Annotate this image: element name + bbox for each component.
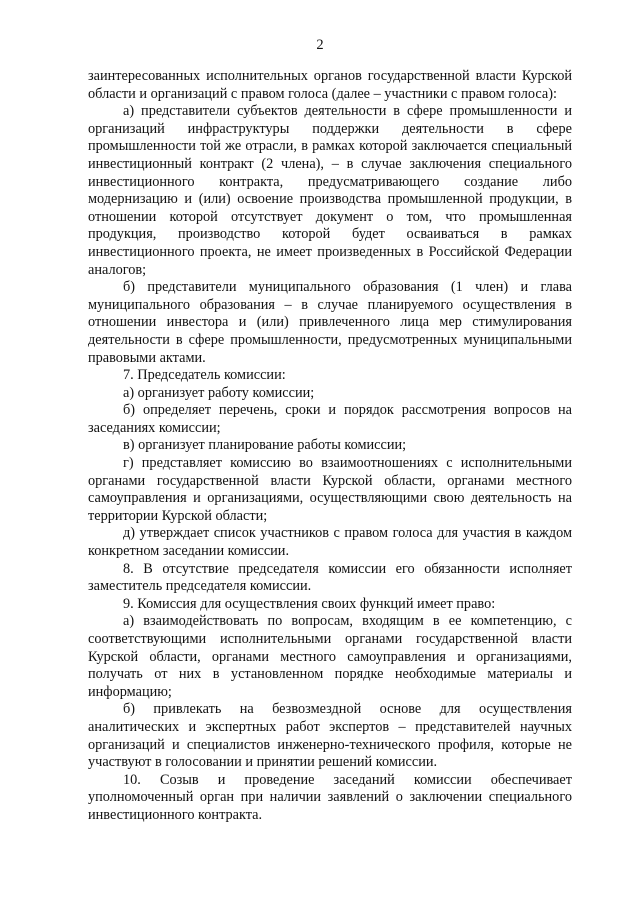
paragraph-7-chairman-heading: 7. Председатель комиссии: [123, 367, 286, 384]
paragraph-9b: б) привлекать на безвозмездной основе для осуществления аналитических и экспертных работ экспертов – представителей научных организаций и специалистов инженерно-технического профиля, которые не участвуют в голосовании и принятии решений комиссии. [88, 701, 572, 771]
paragraph-9-commission-rights-heading: 9. Комиссия для осуществления своих функций имеет право: [123, 595, 496, 612]
paragraph-10-convening: 10. Созыв и проведение заседаний комиссии обеспечивает уполномоченный орган при наличии заявлений о заключении специального инвестиционного контракта. [88, 771, 572, 823]
document-body [88, 68, 572, 825]
paragraph-8-deputy: 8. В отсутствие председателя комиссии его обязанности исполняет заместитель председателя комиссии. [88, 560, 572, 595]
paragraph-7d: г) представляет комиссию во взаимоотношениях с исполнительными органами государственной власти Курской области, органами местного самоуправления и организациями, осуществляющими свою деятельность на территории Курской области; [88, 455, 572, 524]
paragraph-6a-industry-representatives: а) представители субъектов деятельности в сфере промышленности и организаций инфраструктуры поддержки деятельности в сфере промышленности той же отрасли, в рамках которой заключается специальный инвестиционный контракт (2 члена), – в случае заключения специального инвестиционного контракта, предусматривающего создание либо модернизацию и (или) освоение производства промышленной продукции, в отношении которой отсутствует документ о том, что промышленная продукция, производство которой будет осваиваться в рамках инвестиционного проекта, не имеет произведенных в Российской Федерации аналогов; [88, 103, 572, 278]
page-number: 2 [316, 37, 324, 53]
paragraph-7b: б) определяет перечень, сроки и порядок рассмотрения вопросов на заседаниях комиссии; [88, 402, 572, 436]
paragraph-6b-municipal-representatives: б) представители муниципального образования (1 член) и глава муниципального образования – в случае планируемого осуществления в отношении инвестора и (или) привлеченного лица мер стимулирования деятельности в сфере промышленности, предусмотренных муниципальными правовыми актами. [88, 279, 572, 366]
paragraph-7e: д) утверждает список участников с правом голоса для участия в каждом конкретном заседании комиссии. [88, 525, 572, 560]
paragraph-7c: в) организует планирование работы комиссии; [123, 437, 407, 454]
paragraph-9a: а) взаимодействовать по вопросам, входящим в ее компетенцию, с соответствующими исполнительными органами государственной власти Курской области, органами местного самоуправления и организациями, получать от них в установленном порядке необходимые материалы и информацию; [88, 613, 572, 700]
paragraph-intro-continuation: заинтересованных исполнительных органов государственной власти Курской области и организаций с правом голоса (далее – участники с правом голоса): [88, 68, 572, 102]
paragraph-7a: а) организует работу комиссии; [123, 384, 315, 401]
